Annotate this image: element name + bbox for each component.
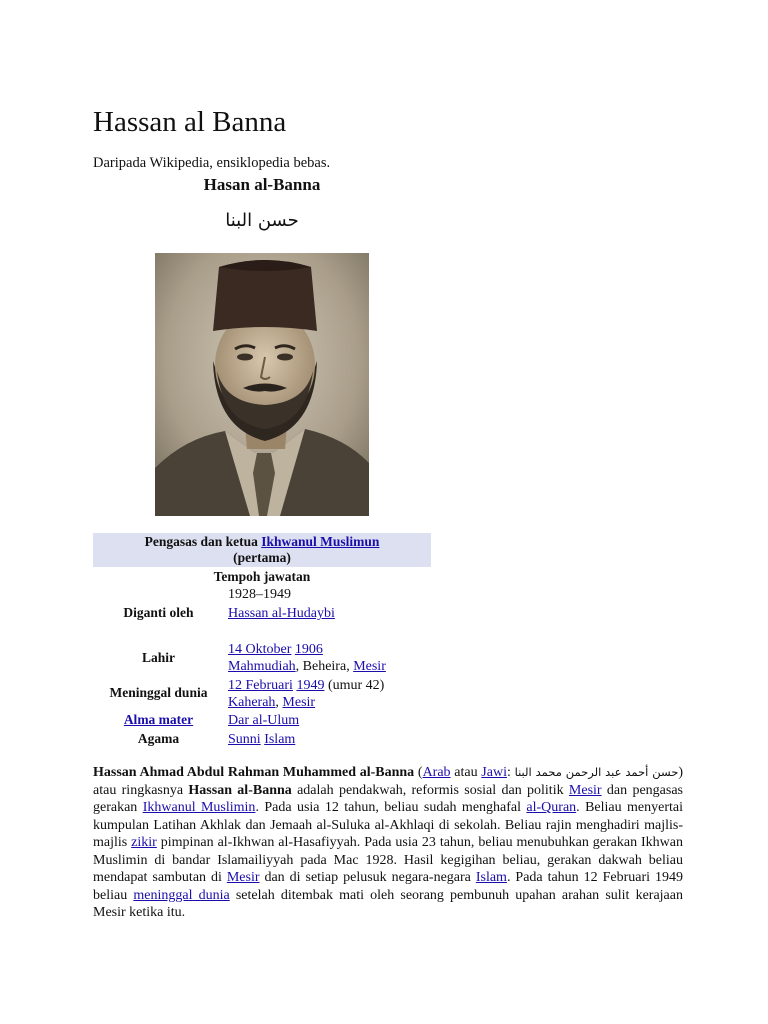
arab-link[interactable]: Arab <box>422 765 451 780</box>
alma-mater-link[interactable]: Alma mater <box>123 712 194 727</box>
born-year-link[interactable]: 1906 <box>294 642 323 657</box>
mesir-link-2[interactable]: Mesir <box>226 870 260 885</box>
body-text: ( <box>414 765 423 780</box>
body-text: setelah ditembak mati oleh seorang pembunuh upahan arahan sulit kerajaan Mesir ketika itu. <box>93 887 683 920</box>
body-text: atau <box>450 765 482 780</box>
zikir-link[interactable]: zikir <box>131 835 157 850</box>
born-country-link[interactable]: Mesir <box>353 659 386 674</box>
ikhwanul-muslimun-link[interactable]: Ikhwanul Muslimun <box>261 534 380 549</box>
born-date-link[interactable]: 14 Oktober <box>228 642 292 657</box>
body-text: dan pengasas gerakan <box>93 782 683 815</box>
portrait-image <box>155 253 369 516</box>
al-quran-link[interactable]: al-Quran <box>526 800 577 815</box>
died-year-link[interactable]: 1949 <box>296 678 325 693</box>
religion-islam-link[interactable]: Islam <box>264 732 296 747</box>
died-sep: , <box>275 695 283 710</box>
body-text: adalah pendakwah, reformis sosial dan politik <box>291 782 569 798</box>
term-value: 1928–1949 <box>228 587 291 602</box>
islam-link[interactable]: Islam <box>475 870 507 885</box>
body-text: . Pada usia 12 tahun, beliau sudah menghafal <box>255 800 527 815</box>
body-text: ) atau ringkasnya <box>93 765 684 798</box>
body-text: . Pada tahun 12 Februari 1949 beliau <box>93 870 683 903</box>
infobox-office-header <box>93 533 431 567</box>
term-label: Tempoh jawatan <box>213 569 311 584</box>
died-age: (umur 42) <box>327 678 385 693</box>
ikhwanul-muslimin-link[interactable]: Ikhwanul Muslimin <box>142 800 256 815</box>
body-text: pimpinan al-Ikhwan al-Hasafiyyah. Pada usia 23 tahun, beliau menubuhkan gerakan Ikhwan Muslimin di bandar Islamailiyyah pada Mac 1928. Hasil kegigihan beliau, gerakan dakwah beliau mendapat sambutan di <box>93 835 683 885</box>
alma-mater-value-link[interactable]: Dar al-Ulum <box>228 713 300 728</box>
died-label: Meninggal dunia <box>109 685 208 700</box>
jawi-link[interactable]: Jawi <box>481 765 507 780</box>
body-text: dan di setiap pelusuk negara-negara <box>259 870 476 885</box>
office-suffix: (pertama) <box>233 550 291 565</box>
born-place-text: , Beheira, <box>295 659 354 674</box>
died-date-link[interactable]: 12 Februari <box>228 678 293 693</box>
page-subtitle: Daripada Wikipedia, ensiklopedia bebas. <box>93 155 331 171</box>
full-name: Hassan Ahmad Abdul Rahman Muhammed al-Banna <box>93 765 415 780</box>
died-city-link[interactable]: Kaherah <box>228 695 276 710</box>
successor-link[interactable]: Hassan al-Hudaybi <box>228 606 335 621</box>
died-country-link[interactable]: Mesir <box>282 695 316 710</box>
infobox-arabic-name: حسن البنا <box>225 210 299 231</box>
born-place-link[interactable]: Mahmudiah <box>228 659 296 674</box>
meninggal-dunia-link[interactable]: meninggal dunia <box>133 887 230 903</box>
office-prefix: Pengasas dan ketua <box>144 534 258 549</box>
page-title: Hassan al Banna <box>93 106 287 138</box>
succeeded-label: Diganti oleh <box>123 605 194 620</box>
religion-sunni-link[interactable]: Sunni <box>228 732 261 747</box>
born-label: Lahir <box>141 650 175 665</box>
infobox-name: Hasan al-Banna <box>203 175 321 194</box>
article-body <box>93 764 683 922</box>
arabic-full-name: حسن أحمد عبد الرحمن محمد البنا <box>514 765 679 779</box>
mesir-link[interactable]: Mesir <box>568 782 602 798</box>
religion-label: Agama <box>137 731 180 746</box>
body-text: : <box>506 765 515 780</box>
short-name: Hassan al-Banna <box>188 782 292 798</box>
body-text: . Beliau menyertai kumpulan Latihan Akhlak dan Jemaah al-Suluka al-Akhlaqi di sekolah. Beliau rajin menghadiri majlis-majlis <box>93 800 683 850</box>
